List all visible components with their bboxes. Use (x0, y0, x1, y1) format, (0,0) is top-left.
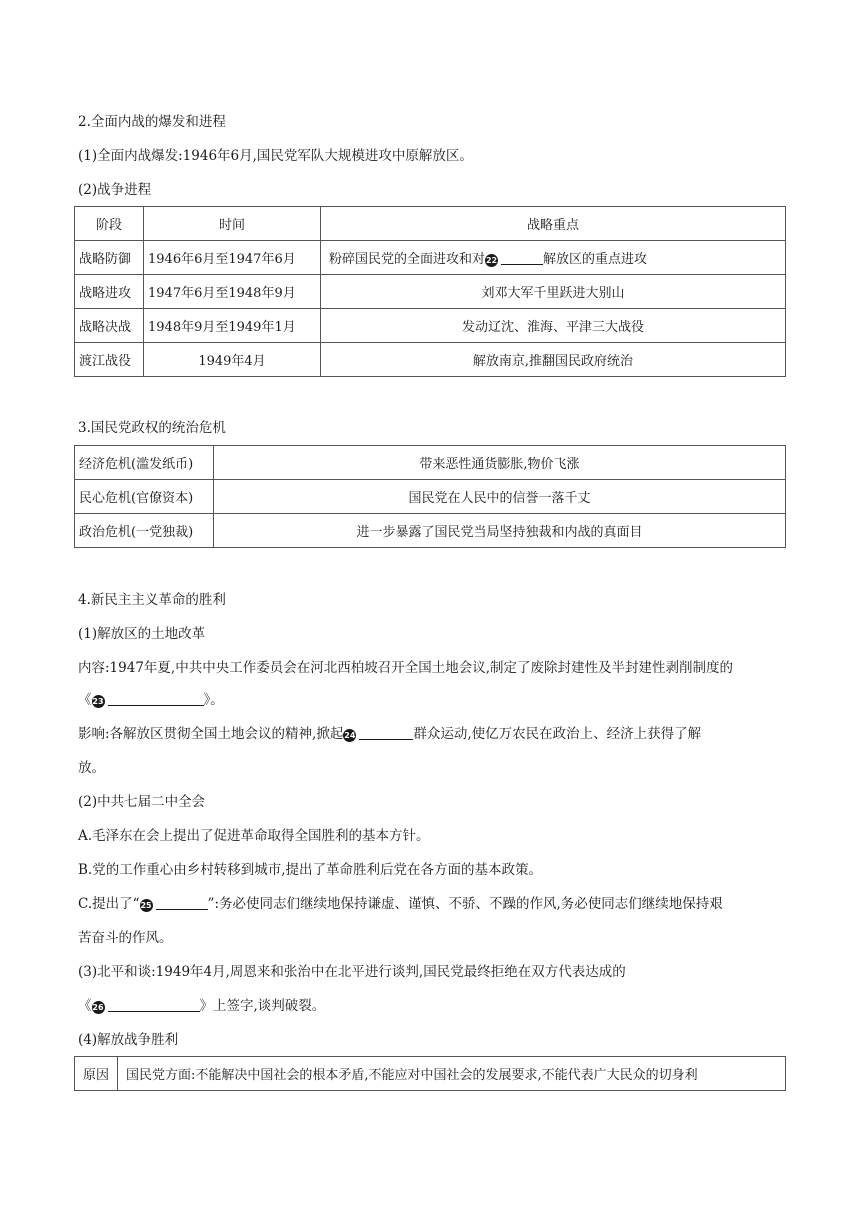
number-26-badge: 26 (92, 1003, 104, 1012)
impact-text: 影响:各解放区贯彻全国土地会议的精神,掀起 (78, 726, 344, 742)
section-2-title: 2.全面内战的爆发和进程 (78, 114, 226, 130)
land-reform-blank-line (78, 690, 224, 710)
crisis-cell: 经济危机(滥发纸币) (75, 446, 214, 480)
plenum-item-a: A.毛泽东在会上提出了促进革命取得全国胜利的基本方针。 (78, 828, 430, 844)
stage-cell: 渡江战役 (75, 343, 144, 377)
close-quote: 》上签字,谈判破裂。 (199, 998, 326, 1014)
effect-cell: 国民党在人民中的信誉一落千丈 (214, 480, 786, 514)
table-row (75, 275, 786, 309)
number-25-badge: 25 (140, 901, 152, 910)
open-quote: 《 (78, 998, 92, 1014)
header-stage: 阶段 (75, 207, 144, 241)
focus-text: 解放区的重点进攻 (543, 252, 648, 267)
item-c-text: ”:务必使同志们继续地保持谦虚、谨慎、不骄、不躁的作风,务必使同志们继续地保持艰 (207, 896, 723, 912)
victory-heading: (4)解放战争胜利 (78, 1032, 179, 1048)
table-row (75, 309, 786, 343)
number-22-badge: 22 (485, 256, 498, 265)
fill-blank-24[interactable] (359, 725, 413, 740)
plenum-heading: (2)中共七届二中全会 (78, 794, 206, 810)
plenum-item-c-end: 苦奋斗的作风。 (78, 930, 173, 946)
war-outbreak-text: (1)全面内战爆发:1946年6月,国民党军队大规模进攻中原解放区。 (78, 148, 473, 164)
focus-cell: 解放南京,推翻国民政府统治 (321, 343, 786, 377)
victory-table (74, 1056, 786, 1091)
land-reform-impact (78, 724, 701, 744)
section-4-title: 4.新民主主义革命的胜利 (78, 592, 226, 608)
table-row (75, 343, 786, 377)
time-cell: 1949年4月 (144, 343, 321, 377)
table-row (75, 241, 786, 275)
effect-cell: 进一步暴露了国民党当局坚持独裁和内战的真面目 (214, 514, 786, 548)
table-header-row (75, 207, 786, 241)
impact-text: 群众运动,使亿万农民在政治上、经济上获得了解 (413, 726, 702, 742)
focus-cell: 刘邓大军千里跃进大别山 (321, 275, 786, 309)
land-reform-heading: (1)解放区的土地改革 (78, 626, 206, 642)
table-row (75, 1057, 786, 1091)
section-3-title: 3.国民党政权的统治危机 (78, 420, 226, 436)
war-process-heading: (2)战争进程 (78, 182, 152, 198)
close-quote: 》。 (203, 692, 224, 708)
time-cell: 1947年6月至1948年9月 (144, 275, 321, 309)
land-reform-impact-end: 放。 (78, 760, 105, 776)
fill-blank-25[interactable] (156, 895, 208, 910)
number-23-badge: 23 (92, 697, 104, 706)
time-cell: 1946年6月至1947年6月 (144, 241, 321, 275)
reason-text-cell: 国民党方面:不能解决中国社会的根本矛盾,不能应对中国社会的发展要求,不能代表广大民众的切身利 (118, 1057, 786, 1091)
crisis-cell: 政治危机(一党独裁) (75, 514, 214, 548)
land-reform-content: 内容:1947年夏,中共中央工作委员会在河北西柏坡召开全国土地会议,制定了废除封建性及半封建性剥削制度的 (78, 660, 733, 676)
header-focus: 战略重点 (321, 207, 786, 241)
war-process-table (74, 206, 786, 377)
focus-text: 粉碎国民党的全面进攻和对 (329, 252, 486, 267)
focus-cell: 发动辽沈、淮海、平津三大战役 (321, 309, 786, 343)
peace-talks-text: (3)北平和谈:1949年4月,周恩来和张治中在北平进行谈判,国民党最终拒绝在双方代表达成的 (78, 964, 626, 980)
fill-blank-22[interactable] (501, 250, 543, 265)
focus-cell (321, 241, 786, 275)
effect-cell: 带来恶性通货膨胀,物价飞涨 (214, 446, 786, 480)
stage-cell: 战略进攻 (75, 275, 144, 309)
open-quote: 《 (78, 692, 92, 708)
stage-cell: 战略决战 (75, 309, 144, 343)
peace-talks-blank-line (78, 996, 325, 1016)
plenum-item-c (78, 894, 723, 914)
fill-blank-26[interactable] (108, 997, 200, 1012)
header-time: 时间 (144, 207, 321, 241)
fill-blank-23[interactable] (108, 691, 204, 706)
reason-label-cell: 原因 (75, 1057, 118, 1091)
table-row (75, 480, 786, 514)
item-c-text: C.提出了“ (78, 896, 140, 912)
number-24-badge: 24 (344, 731, 356, 740)
crisis-table (74, 445, 786, 548)
time-cell: 1948年9月至1949年1月 (144, 309, 321, 343)
crisis-cell: 民心危机(官僚资本) (75, 480, 214, 514)
plenum-item-b: B.党的工作重心由乡村转移到城市,提出了革命胜利后党在各方面的基本政策。 (78, 862, 543, 878)
stage-cell: 战略防御 (75, 241, 144, 275)
table-row (75, 446, 786, 480)
table-row (75, 514, 786, 548)
